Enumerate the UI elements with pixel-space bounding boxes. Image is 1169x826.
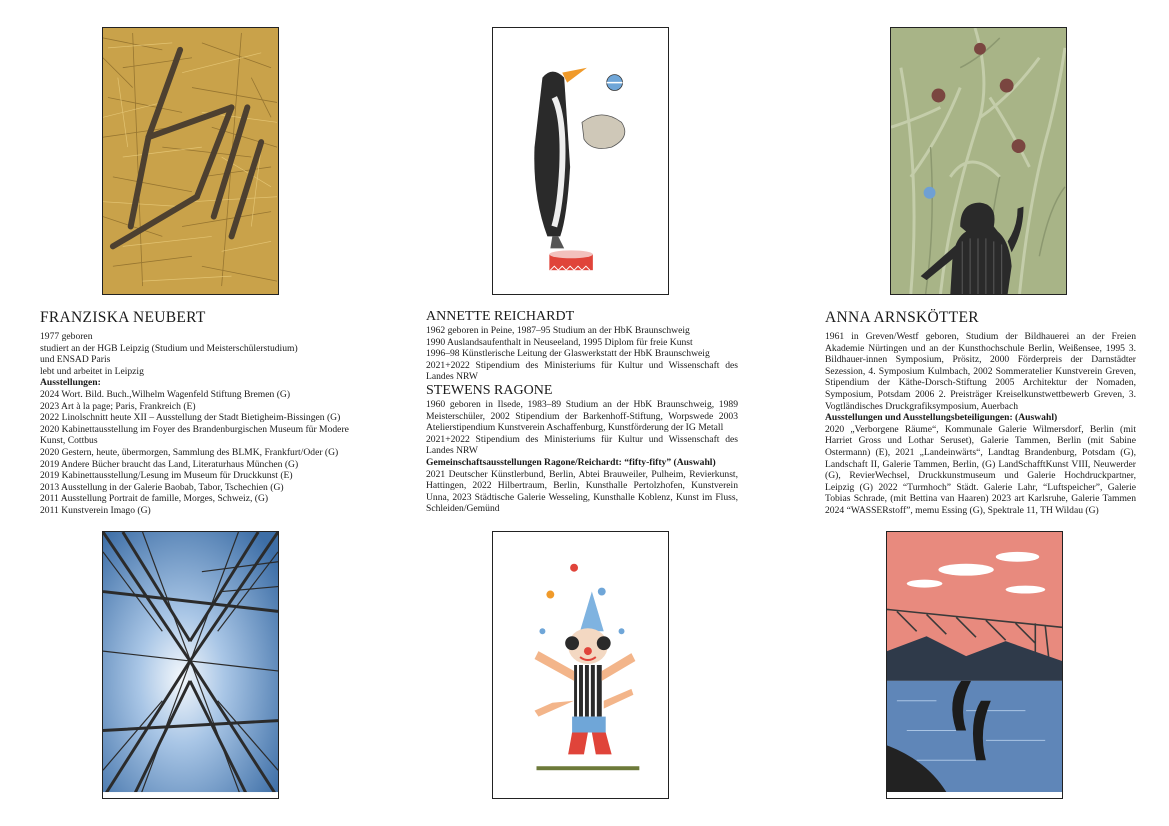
exhibition-item: 2019 Andere Bücher braucht das Land, Literaturhaus München (G) — [40, 458, 299, 470]
exhibitions-text: 2021 Deutscher Künstlerbund, Berlin, Abtei Brauweiler, Pulheim, Revierkunst, Hattingen, 2022 Hilbertraum, Berlin, Kunsthalle Pertolzhofen, Kunstverein Unna, 2023 Städtische Galerie Wesseling, Kunsthalle Koblenz, Kunst im Fluss, Schleiden/Gemünd — [426, 468, 738, 515]
bio-line: 1960 geboren in Ilsede, 1983–89 Studium an der HbK Braunschweig, 1989 Meisterschüler, 2002 Stipendium der Barkenhoff-Stiftung, Worpswede 2003 Atelierstipendium Kunstverein Aschaffenburg, Kunstförderung der IG Metall — [426, 398, 738, 434]
exhibition-item: 2023 Art à la page; Paris, Frankreich (E) — [40, 400, 196, 412]
exhibition-item: 2011 Kunstverein Imago (G) — [40, 504, 151, 516]
artwork-neubert-chair — [102, 27, 279, 295]
artwork-reichardt-clown — [492, 531, 669, 799]
artist-name: ANNA ARNSKÖTTER — [825, 309, 979, 326]
exhibitions-text: 2020 „Verborgene Räume“, Kommunale Galerie Wilmersdorf, Berlin (mit Harriet Gross und Lothar Seruset), Galerie Tammen, Berlin (mit Sabine Ostermann) (E), 2021 „Landeinwärts“, Landtag Brandenburg, Potsdam (G), Landschaft II, Galerie Tammen, Berlin, (G) LandSchafftKunst VIII, Neuwerder (G), RevierWechsel, Druckkunstmuseum und Galerie Hochdruckpartner, Leipzig (G) 2022 “Turmhoch” Städt. Galerie Lahr, “Luftspeicher”, Galerie Tobias Schrade, (mit Bettina van Haaren) 2023 art Karlsruhe, Galerie Tammen 2024 “WASSERstoff”, memu Essing (G), Spektrale 11, TH Wildau (G) — [825, 423, 1136, 516]
exhibition-item: 2019 Kabinettausstellung/Lesung im Museum für Druckkunst (E) — [40, 470, 293, 482]
artwork-neubert-pylon — [102, 531, 279, 799]
bio-line: 1996–98 Künstlerische Leitung der Glaswerkstatt der HbK Braunschweig — [426, 348, 710, 360]
exhibition-item: 2020 Kabinettausstellung im Foyer des Brandenburgischen Museum für Modere Kunst, Cottbus — [40, 423, 349, 447]
exhibitions-heading: Gemeinschaftsausstellungen Ragone/Reichardt: “fifty-fifty” (Auswahl) — [426, 456, 716, 468]
artist-name: ANNETTE REICHARDT — [426, 309, 575, 324]
bio-line: studiert an der HGB Leipzig (Studium und Meisterschülerstudium) — [40, 342, 298, 354]
exhibition-item: 2011 Ausstellung Portrait de famille, Morges, Schweiz, (G) — [40, 493, 269, 505]
bio-column-reichardt-ragone — [426, 309, 738, 515]
bio-text: 1961 in Greven/Westf geboren, Studium der Bildhauerei an der Freien Akademie Nürtingen und an der Kunsthochschule Berlin, Weißensee, 1995 3. Bildhauer-innen Symposium, Prösitz, 2000 Förderpreis der Darnstädter Sezession, 4. Symposium Kulmbach, 2002 Sommeratelier Kunstverein Greven, Stipendium der Käthe-Dorsch-Stiftung 2005 Architektur der Nomaden, Symposium, Potsdam 2006 2. Preisträger Kreiselkunstwettbewerb Greven, 3. Vogtländisches Druckgrafiksymposium, Auerbach — [825, 331, 1136, 412]
artwork-reichardt-penguin — [492, 27, 669, 295]
exhibition-item: 2013 Ausstellung in der Galerie Baobab, Tabor, Tschechien (G) — [40, 481, 284, 493]
exhibition-item: 2024 Wort. Bild. Buch.,Wilhelm Wagenfeld Stiftung Bremen (G) — [40, 388, 291, 400]
bio-line: und ENSAD Paris — [40, 354, 111, 366]
exhibitions-heading: Ausstellungen: — [40, 377, 101, 389]
artwork-arnskoetter-lake — [886, 531, 1063, 799]
bio-line: 1990 Auslandsaufenthalt in Neuseeland, 1995 Diplom für freie Kunst — [426, 336, 693, 348]
bio-line: 2021+2022 Stipendium des Ministeriums für Kultur und Wissenschaft des Landes NRW — [426, 359, 738, 383]
bio-line: 1977 geboren — [40, 331, 93, 342]
bio-line: 2021+2022 Stipendium des Ministeriums für Kultur und Wissenschaft des Landes NRW — [426, 433, 738, 457]
bio-column-neubert — [40, 309, 370, 517]
artwork-arnskoetter-trees — [890, 27, 1067, 295]
bio-line: 1962 geboren in Peine, 1987–95 Studium an der HbK Braunschweig — [426, 325, 690, 336]
exhibition-item: 2022 Linolschnitt heute XII – Ausstellung der Stadt Bietigheim-Bissingen (G) — [40, 412, 341, 424]
artist-name-2: STEWENS RAGONE — [426, 382, 553, 398]
bio-column-arnskoetter — [825, 309, 1136, 517]
exhibition-item: 2020 Gestern, heute, übermorgen, Sammlung des BLMK, Frankfurt/Oder (G) — [40, 446, 339, 458]
bio-line: lebt und arbeitet in Leipzig — [40, 365, 144, 377]
artist-name: FRANZISKA NEUBERT — [40, 309, 206, 326]
exhibitions-heading: Ausstellungen und Ausstellungsbeteiligungen: (Auswahl) — [825, 412, 1058, 424]
